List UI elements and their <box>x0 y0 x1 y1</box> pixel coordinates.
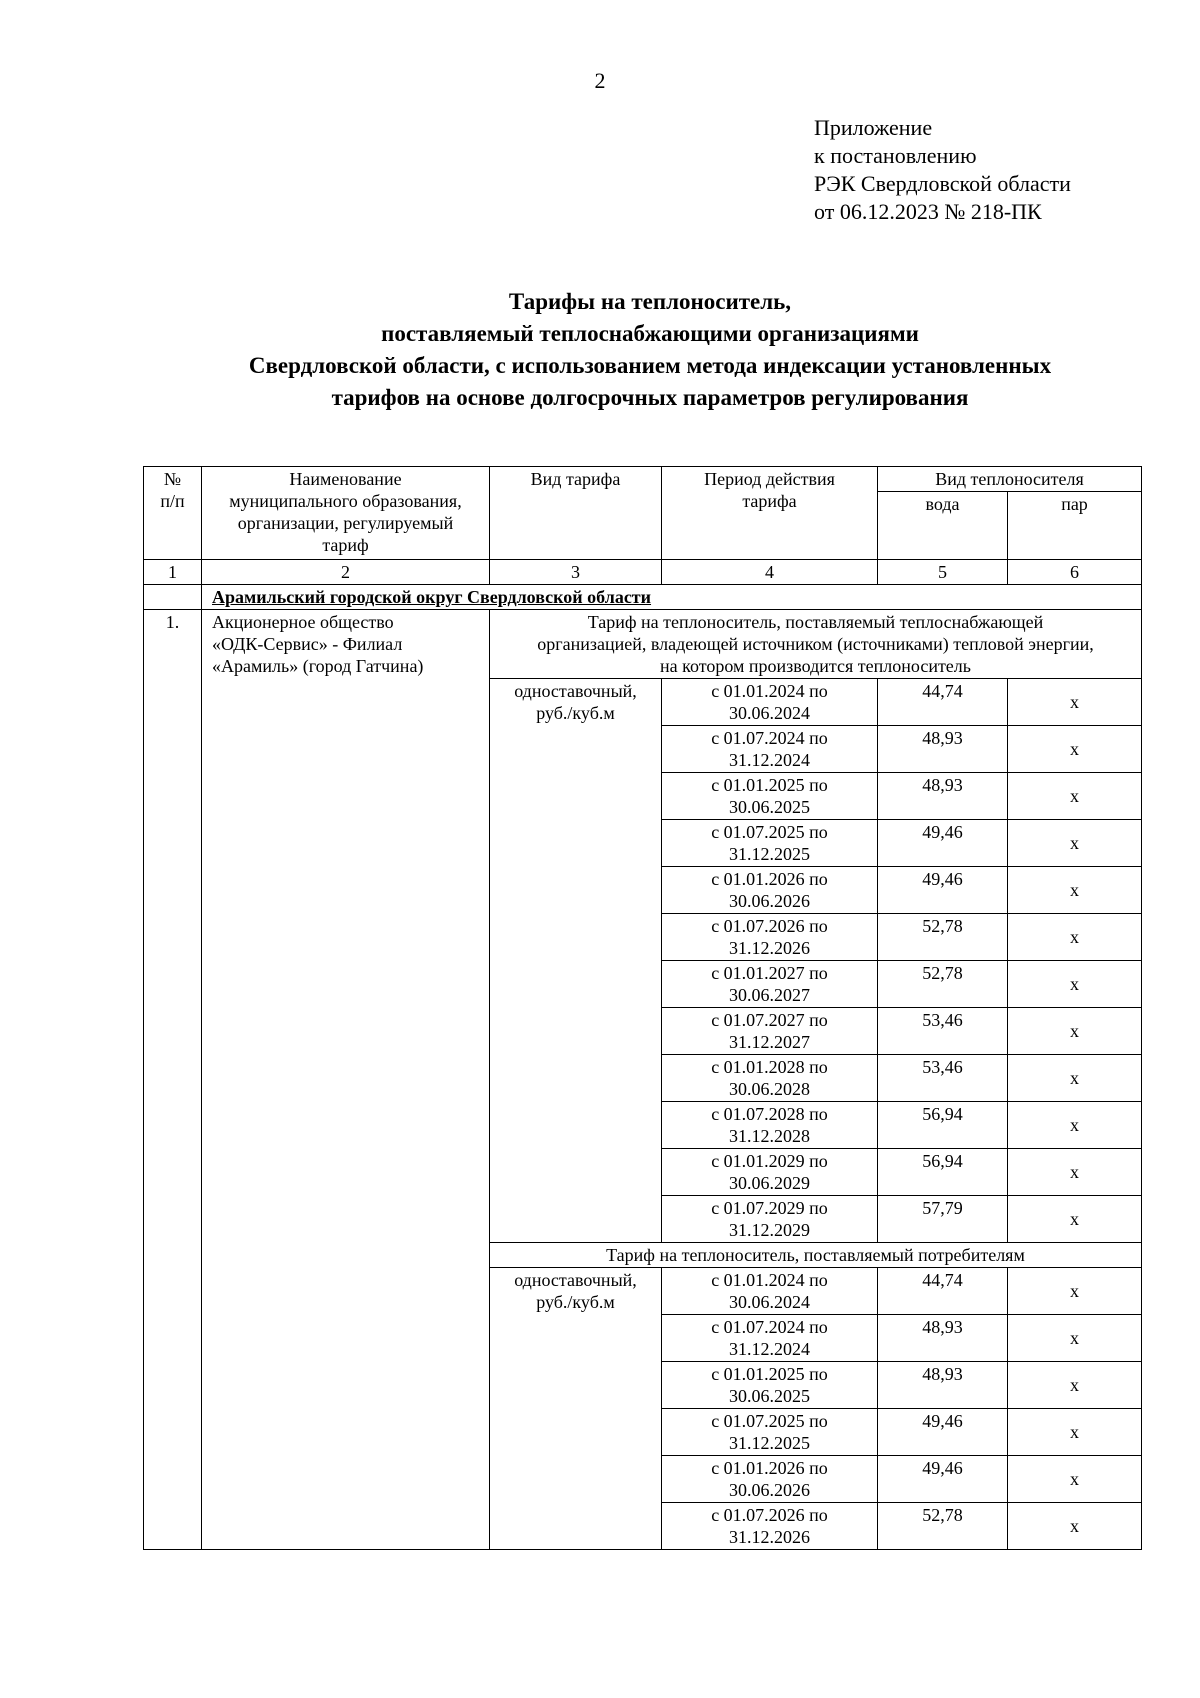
title-line: Свердловской области, с использованием метода индексации установленных <box>248 353 1052 378</box>
water-value: 57,79 <box>878 1196 1008 1243</box>
steam-value: х <box>1008 1008 1142 1055</box>
water-value: 52,78 <box>878 914 1008 961</box>
header-water: вода <box>878 492 1008 560</box>
section-title: Арамильский городской округ Свердловской области <box>202 585 1142 610</box>
column-number: 6 <box>1008 560 1142 585</box>
water-value: 44,74 <box>878 1268 1008 1315</box>
group-title-row <box>144 610 1142 679</box>
title-line: Тарифы на теплоноситель, <box>508 289 792 314</box>
steam-value: х <box>1008 1315 1142 1362</box>
header-carrier: Вид теплоносителя <box>878 467 1142 492</box>
header-row <box>144 467 1142 492</box>
group-title: Тариф на теплоноситель, поставляемый потребителям <box>490 1243 1142 1268</box>
steam-value: х <box>1008 820 1142 867</box>
period-cell: с 01.01.2025 по 30.06.2025 <box>662 773 878 820</box>
period-cell: с 01.01.2024 по 30.06.2024 <box>662 1268 878 1315</box>
period-cell: с 01.01.2029 по 30.06.2029 <box>662 1149 878 1196</box>
header-period: Период действия тарифа <box>662 467 878 560</box>
steam-value: х <box>1008 1149 1142 1196</box>
header-num: № п/п <box>144 467 202 560</box>
entry-number: 1. <box>144 610 202 1550</box>
water-value: 48,93 <box>878 726 1008 773</box>
water-value: 49,46 <box>878 1409 1008 1456</box>
period-cell: с 01.01.2026 по 30.06.2026 <box>662 1456 878 1503</box>
period-cell: с 01.07.2027 по 31.12.2027 <box>662 1008 878 1055</box>
water-value: 53,46 <box>878 1055 1008 1102</box>
column-number: 5 <box>878 560 1008 585</box>
organization-name: Акционерное общество «ОДК-Сервис» - Филиал «Арамиль» (город Гатчина) <box>202 610 490 1550</box>
column-number: 3 <box>490 560 662 585</box>
section-row <box>144 585 1142 610</box>
title-line: поставляемый теплоснабжающими организациями <box>381 321 919 346</box>
steam-value: х <box>1008 1409 1142 1456</box>
steam-value: х <box>1008 867 1142 914</box>
steam-value: х <box>1008 1362 1142 1409</box>
water-value: 48,93 <box>878 1315 1008 1362</box>
header-tariff-type: Вид тарифа <box>490 467 662 560</box>
header-org: Наименование муниципального образования, организации, регулируемый тариф <box>202 467 490 560</box>
tariff-type: одноставочный, руб./куб.м <box>490 679 662 1243</box>
steam-value: х <box>1008 1196 1142 1243</box>
water-value: 48,93 <box>878 773 1008 820</box>
steam-value: х <box>1008 1456 1142 1503</box>
steam-value: х <box>1008 726 1142 773</box>
water-value: 52,78 <box>878 961 1008 1008</box>
period-cell: с 01.01.2025 по 30.06.2025 <box>662 1362 878 1409</box>
water-value: 48,93 <box>878 1362 1008 1409</box>
steam-value: х <box>1008 961 1142 1008</box>
water-value: 53,46 <box>878 1008 1008 1055</box>
water-value: 49,46 <box>878 820 1008 867</box>
section-empty-cell <box>144 585 202 610</box>
tariff-table <box>143 466 1142 1550</box>
water-value: 56,94 <box>878 1149 1008 1196</box>
appendix-line: Приложение <box>814 115 933 140</box>
column-number: 2 <box>202 560 490 585</box>
steam-value: х <box>1008 1268 1142 1315</box>
appendix-note <box>814 114 1071 226</box>
title-line: тарифов на основе долгосрочных параметров регулирования <box>331 385 969 410</box>
header-steam: пар <box>1008 492 1142 560</box>
document-title <box>100 286 1200 414</box>
period-cell: с 01.07.2025 по 31.12.2025 <box>662 1409 878 1456</box>
steam-value: х <box>1008 914 1142 961</box>
period-cell: с 01.01.2024 по 30.06.2024 <box>662 679 878 726</box>
period-cell: с 01.07.2026 по 31.12.2026 <box>662 914 878 961</box>
tariff-type: одноставочный, руб./куб.м <box>490 1268 662 1550</box>
period-cell: с 01.07.2024 по 31.12.2024 <box>662 726 878 773</box>
period-cell: с 01.07.2026 по 31.12.2026 <box>662 1503 878 1550</box>
water-value: 44,74 <box>878 679 1008 726</box>
column-number: 1 <box>144 560 202 585</box>
period-cell: с 01.07.2024 по 31.12.2024 <box>662 1315 878 1362</box>
water-value: 49,46 <box>878 867 1008 914</box>
water-value: 56,94 <box>878 1102 1008 1149</box>
period-cell: с 01.01.2027 по 30.06.2027 <box>662 961 878 1008</box>
water-value: 52,78 <box>878 1503 1008 1550</box>
steam-value: х <box>1008 679 1142 726</box>
period-cell: с 01.07.2029 по 31.12.2029 <box>662 1196 878 1243</box>
steam-value: х <box>1008 773 1142 820</box>
period-cell: с 01.01.2028 по 30.06.2028 <box>662 1055 878 1102</box>
group-title: Тариф на теплоноситель, поставляемый теплоснабжающей организацией, владеющей источником (источниками) тепловой энергии, на котором производится теплоноситель <box>490 610 1142 679</box>
water-value: 49,46 <box>878 1456 1008 1503</box>
period-cell: с 01.07.2028 по 31.12.2028 <box>662 1102 878 1149</box>
steam-value: х <box>1008 1503 1142 1550</box>
page-number: 2 <box>594 68 606 93</box>
column-number: 4 <box>662 560 878 585</box>
column-number-row <box>144 560 1142 585</box>
appendix-line: от 06.12.2023 № 218-ПК <box>814 199 1042 224</box>
period-cell: с 01.01.2026 по 30.06.2026 <box>662 867 878 914</box>
steam-value: х <box>1008 1102 1142 1149</box>
steam-value: х <box>1008 1055 1142 1102</box>
appendix-line: к постановлению <box>814 143 977 168</box>
period-cell: с 01.07.2025 по 31.12.2025 <box>662 820 878 867</box>
appendix-line: РЭК Свердловской области <box>814 171 1071 196</box>
